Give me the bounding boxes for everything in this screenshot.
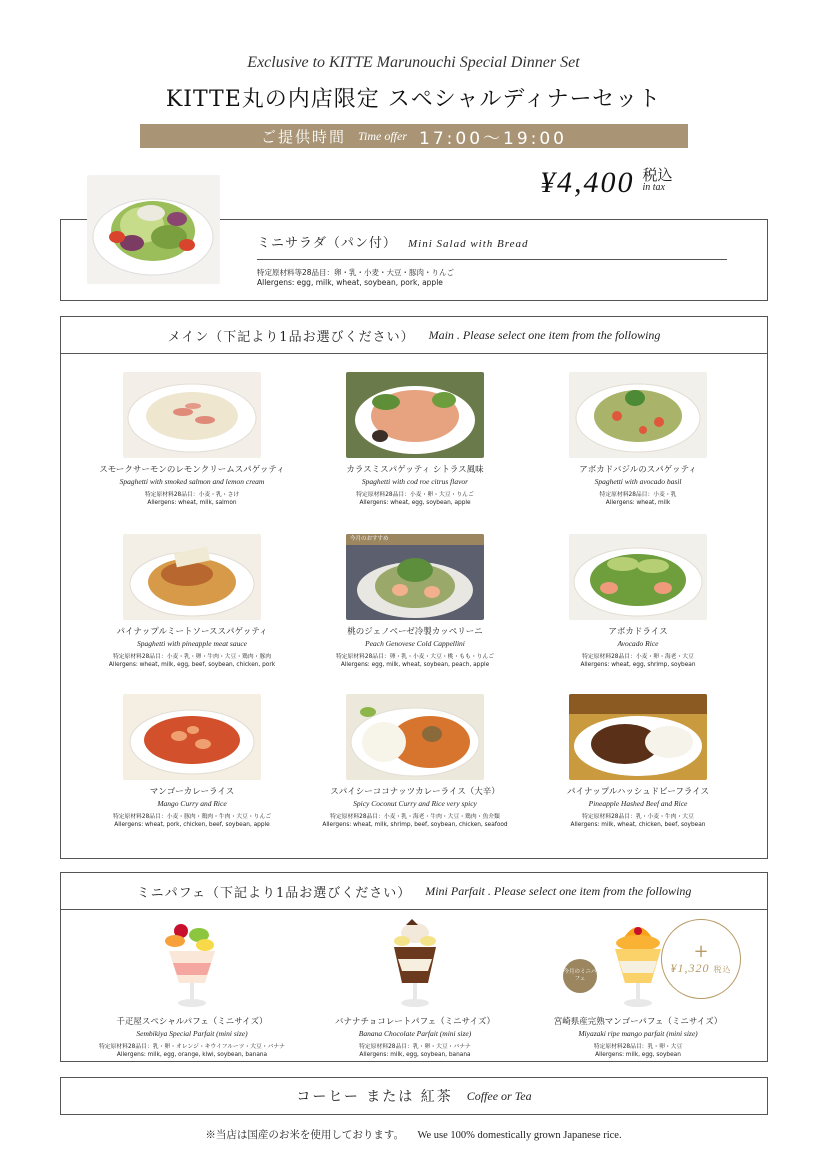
menu-item-name-jp: スパイシーココナッツカレーライス（大辛） (330, 787, 500, 797)
menu-item-name-en: Spicy Coconut Curry and Rice very spicy (353, 799, 477, 808)
menu-item (77, 534, 307, 669)
subtitle-en: Exclusive to KITTE Marunouchi Special Dinner Set (247, 54, 580, 71)
plus-icon: + (693, 940, 709, 962)
parfait-heading-en: Mini Parfait . Please select one item from the following (425, 883, 692, 898)
menu-item-allergen-jp: 特定原材料28品目：乳・小麦・牛肉・大豆 (582, 814, 694, 820)
main-heading-en: Main . Please select one item from the following (428, 327, 661, 342)
menu-item-name-en: Spaghetti with pineapple meat sauce (137, 639, 247, 648)
menu-item-name-jp: カラスミスパゲッティ シトラス風味 (346, 465, 484, 475)
menu-item (77, 372, 307, 507)
drink-name-jp: コーヒー または 紅茶 (296, 1089, 453, 1105)
parfait-section (60, 872, 768, 1062)
parfait-item (77, 917, 307, 1059)
parfait-allergen (523, 1044, 753, 1059)
salad-name (257, 232, 727, 260)
menu-item-photo (346, 694, 484, 780)
menu-item-photo (346, 372, 484, 458)
salad-allergens (257, 268, 727, 288)
menu-item-allergen-en: Allergens: wheat, pork, chicken, beef, soybean, apple (114, 821, 270, 828)
extra-price-unit: 税込 (713, 964, 732, 974)
recommend-tag: 今月のおすすめ (346, 534, 484, 545)
extra-price-badge (661, 919, 741, 999)
parfait-name-en: Miyazaki ripe mango parfait (mini size) (578, 1029, 698, 1038)
parfait-name-jp: バナナチョコレートパフェ（ミニサイズ） (335, 1017, 495, 1027)
menu-item (300, 534, 530, 669)
menu-item-photo (569, 534, 707, 620)
menu-item-allergen-en: Allergens: wheat, milk, egg, beef, soybean, chicken, pork (108, 661, 276, 668)
menu-item-allergen-en: Allergens: milk, wheat, chicken, beef, soybean (570, 821, 706, 828)
main-heading-jp: メイン（下記より1品お選びください） (167, 329, 415, 345)
menu-item-name-jp: アボカドバジルのスパゲッティ (579, 465, 697, 475)
menu-item-allergen (523, 492, 753, 507)
menu-item-photo (569, 694, 707, 780)
menu-item-allergen-jp: 特定原材料28品目：小麦・乳・さけ (144, 492, 240, 498)
main-section (60, 316, 768, 859)
parfait-allergen-jp: 特定原材料28品目：乳・卵・大豆・バナナ (359, 1044, 471, 1050)
menu-item-allergen (300, 814, 530, 829)
menu-item-allergen (77, 654, 307, 669)
price-tax (643, 166, 673, 193)
salad-name-en: Mini Salad with Bread (408, 238, 529, 250)
menu-item-allergen-jp: 特定原材料28品目：小麦・卵・海老・大豆 (582, 654, 694, 660)
parfait-item (300, 917, 530, 1059)
menu-item-name-jp: パイナップルハッシュドビーフライス (566, 787, 710, 797)
rice-footnote (0, 1127, 827, 1142)
menu-item-name-jp: アボカドライス (608, 627, 668, 637)
price-tax-en: in tax (642, 182, 665, 193)
time-label-en: Time offer (358, 128, 408, 143)
main-heading (61, 317, 767, 354)
footnote-jp: ※当店は国産のお米を使用しております。 (205, 1129, 405, 1141)
menu-item-allergen-en: Allergens: egg, milk, wheat, soybean, peach, apple (340, 661, 490, 668)
footnote-en: We use 100% domestically grown Japanese rice. (417, 1130, 622, 1141)
menu-item-name-en: Mango Curry and Rice (157, 799, 227, 808)
menu-item-allergen-en: Allergens: wheat, milk (605, 499, 671, 506)
extra-price-amount: ¥1,320 (670, 960, 710, 975)
menu-item-name-jp: 桃のジェノベーゼ冷製カッペリーニ (347, 627, 483, 637)
menu-item-name-en: Spaghetti with avocado basil (594, 477, 682, 486)
parfait-allergen-jp: 特定原材料28品目：乳・卵・オレンジ・キウイフルーツ・大豆・バナナ (99, 1044, 285, 1050)
parfait-heading (61, 873, 767, 910)
parfait-name-en: Sembikiya Special Parfait (mini size) (136, 1029, 248, 1038)
parfait-name-jp: 千疋屋スペシャルパフェ（ミニサイズ） (116, 1017, 268, 1027)
menu-item-photo (569, 372, 707, 458)
menu-item (300, 694, 530, 829)
price-tax-jp: 税込 (642, 166, 673, 184)
menu-item-allergen (77, 492, 307, 507)
menu-item-allergen-jp: 特定原材料28品目：小麦・乳 (599, 492, 677, 498)
salad-allergen-en: Allergens: egg, milk, wheat, soybean, pork, apple (257, 278, 443, 288)
menu-item-name-en: Avocado Rice (617, 639, 659, 648)
salad-allergen-jp: 特定原材料等28品目：卵・乳・小麦・大豆・豚肉・りんご (257, 268, 455, 277)
menu-item-name-jp: マンゴーカレーライス (149, 787, 235, 797)
menu-item-allergen (300, 492, 530, 507)
time-label-jp: ご提供時間 (260, 127, 346, 146)
menu-item-allergen (523, 654, 753, 669)
menu-item-allergen (77, 814, 307, 829)
parfait-name-jp: 宮崎県産完熟マンゴーパフェ（ミニサイズ） (553, 1017, 723, 1027)
menu-item-allergen-jp: 特定原材料28品目：卵・乳・小麦・大豆・桃・もも・りんご (335, 654, 495, 660)
menu-item-name-jp: パイナップルミートソーススパゲッティ (116, 627, 268, 637)
parfait-allergen-en: Allergens: milk, egg, soybean (595, 1051, 681, 1058)
menu-item-photo (123, 694, 261, 780)
menu-item-allergen-jp: 特定原材料28品目：小麦・卵・大豆・りんご (356, 492, 474, 498)
parfait-allergen-jp: 特定原材料28品目：乳・卵・大豆 (593, 1044, 683, 1050)
menu-item-name-en: Spaghetti with smoked salmon and lemon cream (119, 477, 265, 486)
menu-item (523, 694, 753, 829)
parfait-allergen (300, 1044, 530, 1059)
menu-item-name-jp: スモークサーモンのレモンクリームスパゲッティ (99, 465, 285, 475)
menu-item-photo (123, 534, 261, 620)
menu-item (523, 372, 753, 507)
menu-item-allergen-jp: 特定原材料28品目：小麦・乳・卵・牛肉・大豆・鶏肉・豚肉 (112, 654, 272, 660)
menu-item (523, 534, 753, 669)
menu-item-allergen-jp: 特定原材料28品目：小麦・乳・海老・牛肉・大豆・鶏肉・魚介類 (330, 814, 500, 820)
time-offer-bar (140, 124, 688, 148)
set-price (540, 166, 673, 200)
menu-item-allergen (300, 654, 530, 669)
extra-price (671, 961, 732, 976)
menu-item-photo (123, 372, 261, 458)
menu-item-photo (346, 534, 484, 620)
price-amount: ¥4,400 (540, 166, 635, 199)
menu-item-name-en: Spaghetti with cod roe citrus flavor (361, 477, 469, 486)
parfait-name-en: Banana Chocolate Parfait (mini size) (358, 1029, 472, 1038)
page-title: KITTE丸の内店限定 スペシャルディナーセット (165, 87, 662, 112)
month-parfait-badge: 今月のミニパフェ (563, 959, 597, 993)
menu-item-allergen (523, 814, 753, 829)
parfait-allergen-en: Allergens: milk, egg, soybean, banana (359, 1051, 471, 1058)
parfait-allergen (77, 1044, 307, 1059)
drink-name-en: Coffee or Tea (466, 1088, 532, 1103)
menu-item-allergen-en: Allergens: wheat, milk, salmon (147, 499, 237, 506)
drink-section (60, 1077, 768, 1115)
parfait-allergen-en: Allergens: milk, egg, orange, kiwi, soybean, banana (116, 1051, 268, 1058)
menu-item-allergen-jp: 特定原材料28品目：小麦・豚肉・鶏肉・牛肉・大豆・りんご (112, 814, 272, 820)
menu-item (300, 372, 530, 507)
menu-item-name-en: Pineapple Hashed Beef and Rice (588, 799, 688, 808)
salad-photo (87, 175, 220, 284)
parfait-photo (370, 917, 460, 1012)
parfait-heading-jp: ミニパフェ（下記より1品お選びください） (136, 885, 412, 901)
menu-item (77, 694, 307, 829)
parfait-photo (147, 917, 237, 1012)
menu-item-allergen-en: Allergens: wheat, egg, shrimp, soybean (580, 661, 696, 668)
salad-text (257, 232, 727, 288)
time-hours: 17:00〜19:00 (419, 128, 567, 149)
menu-item-allergen-en: Allergens: wheat, milk, shrimp, beef, soybean, chicken, seafood (322, 821, 508, 828)
menu-item-name-en: Peach Genovese Cold Cappellini (365, 639, 465, 648)
menu-item-allergen-en: Allergens: wheat, egg, soybean, apple (359, 499, 471, 506)
salad-name-jp: ミニサラダ（パン付） (257, 236, 397, 251)
